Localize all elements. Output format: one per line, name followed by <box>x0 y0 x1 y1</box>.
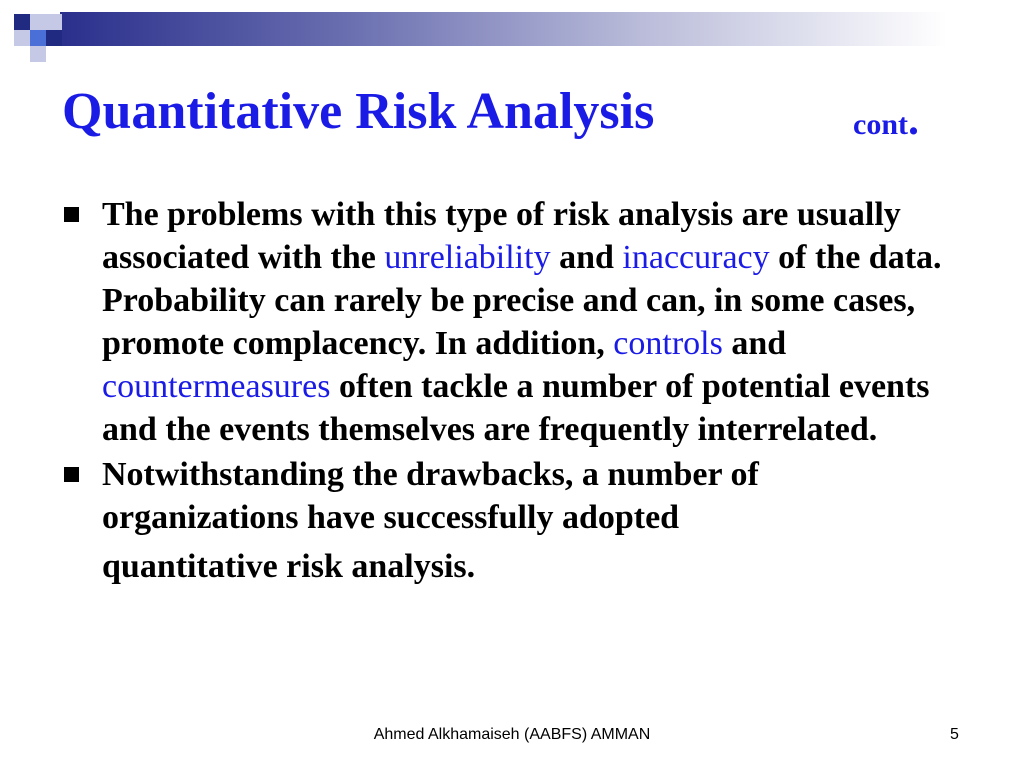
title-suffix-text: cont <box>853 108 908 141</box>
header-square-decoration <box>46 30 62 46</box>
header-square-decoration <box>14 14 30 30</box>
header-square-decoration <box>46 14 62 30</box>
bullet-item <box>62 193 942 451</box>
square-bullet-icon <box>64 207 79 222</box>
slide-title: Quantitative Risk Analysis <box>62 83 655 140</box>
bullet-text-segment: often tackle a number of potential events and the events themselves are frequently interrelated. <box>102 368 930 448</box>
bullet-item <box>62 453 942 588</box>
header-gradient-bar <box>60 12 1024 46</box>
header-square-decoration <box>14 30 30 46</box>
highlight-term-inaccuracy: inaccuracy <box>622 239 770 276</box>
slide-number: 5 <box>950 726 959 743</box>
square-bullet-icon <box>64 467 79 482</box>
bullet-list <box>62 193 942 590</box>
header-square-decoration <box>30 30 46 46</box>
highlight-term-countermeasures: countermeasures <box>102 368 331 405</box>
title-suffix <box>853 95 919 145</box>
highlight-term-controls: controls <box>613 325 723 362</box>
footer-author: Ahmed Alkhamaiseh (AABFS) AMMAN <box>373 726 651 743</box>
bullet-text-segment: and <box>722 325 787 362</box>
header-square-decoration <box>30 46 46 62</box>
bullet-text-segment: of the data. Probability can rarely be precise and can, in some cases, promote complacency. In addition, <box>102 239 942 362</box>
bullet-text-segment: quantitative risk analysis. <box>102 548 476 585</box>
bullet-text-segment: and <box>550 239 623 276</box>
highlight-term-unreliability: unreliability <box>384 239 551 276</box>
header-square-decoration <box>30 14 46 30</box>
title-suffix-dot: . <box>908 95 919 144</box>
bullet-text-segment: Notwithstanding the drawbacks, a number of organizations have successfully adopted <box>102 456 759 536</box>
bullet-text-segment: The problems with this type of risk analysis are usually associated with the <box>102 196 901 276</box>
